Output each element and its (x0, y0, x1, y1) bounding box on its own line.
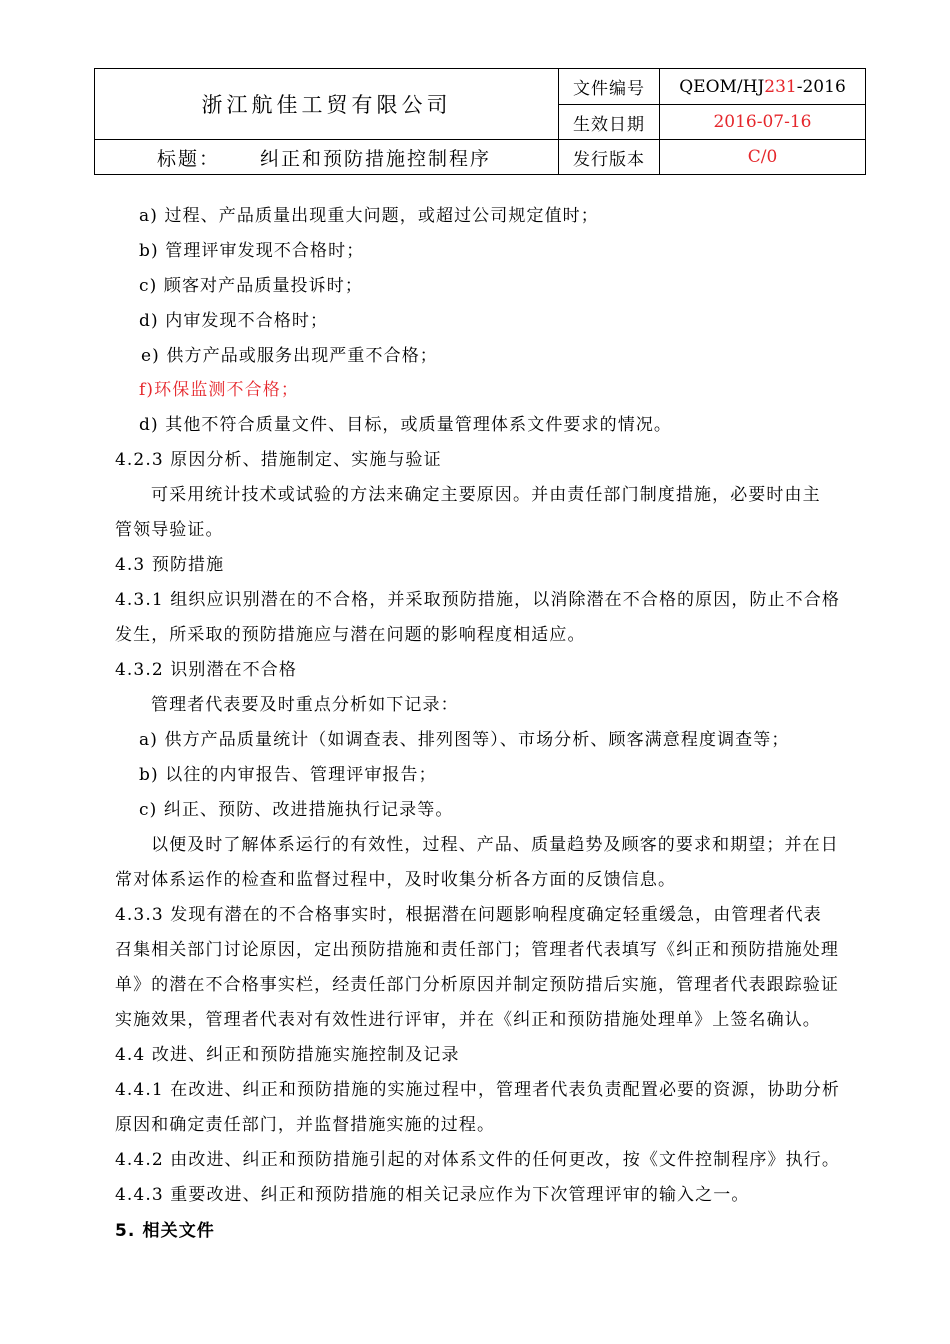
paragraph-line: 4.4.3 重要改进、纠正和预防措施的相关记录应作为下次管理评审的输入之一。 (115, 1185, 750, 1205)
list-item-c: c) 顾客对产品质量投诉时； (139, 276, 363, 296)
section-heading-4-4: 4.4 改进、纠正和预防措施实施控制及记录 (115, 1045, 460, 1065)
paragraph-line: 4.3.1 组织应识别潜在的不合格，并采取预防措施，以消除潜在不合格的原因，防止不合格 (115, 590, 840, 610)
title-label: 标题： (157, 147, 221, 170)
section-heading-4-2-3: 4.2.3 原因分析、措施制定、实施与验证 (115, 450, 442, 470)
company-name: 浙江航佳工贸有限公司 (95, 69, 559, 140)
paragraph-line: 原因和确定责任部门，并监督措施实施的过程。 (115, 1115, 496, 1135)
doc-no-label: 文件编号 (559, 69, 660, 105)
effective-date-value: 2016-07-16 (660, 105, 866, 140)
paragraph-line: 管领导验证。 (115, 520, 224, 540)
paragraph-line: 发生，所采取的预防措施应与潜在问题的影响程度相适应。 (115, 625, 586, 645)
paragraph-line: 常对体系运作的检查和监督过程中，及时收集分析各方面的反馈信息。 (115, 870, 677, 890)
paragraph-line: 4.3.3 发现有潜在的不合格事实时，根据潜在问题影响程度确定轻重缓急，由管理者代表 (115, 905, 822, 925)
list-item-b: b) 以往的内审报告、管理评审报告； (139, 765, 437, 785)
list-item-c: c) 纠正、预防、改进措施执行记录等。 (139, 800, 454, 820)
list-item-f: f)环保监测不合格； (139, 380, 299, 400)
section-heading-5: 5. 相关文件 (115, 1221, 215, 1241)
paragraph-line: 可采用统计技术或试验的方法来确定主要原因。并由责任部门制度措施，必要时由主 (151, 485, 821, 505)
list-item-a: a) 供方产品质量统计（如调查表、排列图等）、市场分析、顾客满意程度调查等； (139, 730, 790, 750)
doc-no-value: QEOM/HJ231-2016 (660, 69, 866, 105)
paragraph-line: 实施效果，管理者代表对有效性进行评审，并在《纠正和预防措施处理单》上签名确认。 (115, 1010, 821, 1030)
version-value: C/0 (660, 140, 866, 175)
effective-date-label: 生效日期 (559, 105, 660, 140)
section-heading-4-3-2: 4.3.2 识别潜在不合格 (115, 660, 297, 680)
paragraph-line: 管理者代表要及时重点分析如下记录： (151, 695, 459, 715)
paragraph-line: 召集相关部门讨论原因，定出预防措施和责任部门；管理者代表填写《纠正和预防措施处理 (115, 940, 839, 960)
document-title (95, 140, 559, 175)
paragraph-line: 以便及时了解体系运行的有效性，过程、产品、质量趋势及顾客的要求和期望；并在日 (151, 835, 839, 855)
version-label: 发行版本 (559, 140, 660, 175)
document-header-table (94, 68, 866, 175)
paragraph-line: 4.4.2 由改进、纠正和预防措施引起的对体系文件的任何更改，按《文件控制程序》执行。 (115, 1150, 840, 1170)
list-item-b: b) 管理评审发现不合格时； (139, 241, 365, 261)
list-item-d: d) 内审发现不合格时； (139, 311, 329, 331)
list-item-e: e) 供方产品或服务出现严重不合格； (141, 346, 438, 366)
list-item-other: d) 其他不符合质量文件、目标，或质量管理体系文件要求的情况。 (139, 415, 673, 435)
paragraph-line: 单》的潜在不合格事实栏，经责任部门分析原因并制定预防措后实施，管理者代表跟踪验证 (115, 975, 839, 995)
section-heading-4-3: 4.3 预防措施 (115, 555, 225, 575)
title-text: 纠正和预防措施控制程序 (260, 147, 492, 170)
paragraph-line: 4.4.1 在改进、纠正和预防措施的实施过程中，管理者代表负责配置必要的资源，协助分析 (115, 1080, 840, 1100)
list-item-a: a) 过程、产品质量出现重大问题，或超过公司规定值时； (139, 206, 599, 226)
